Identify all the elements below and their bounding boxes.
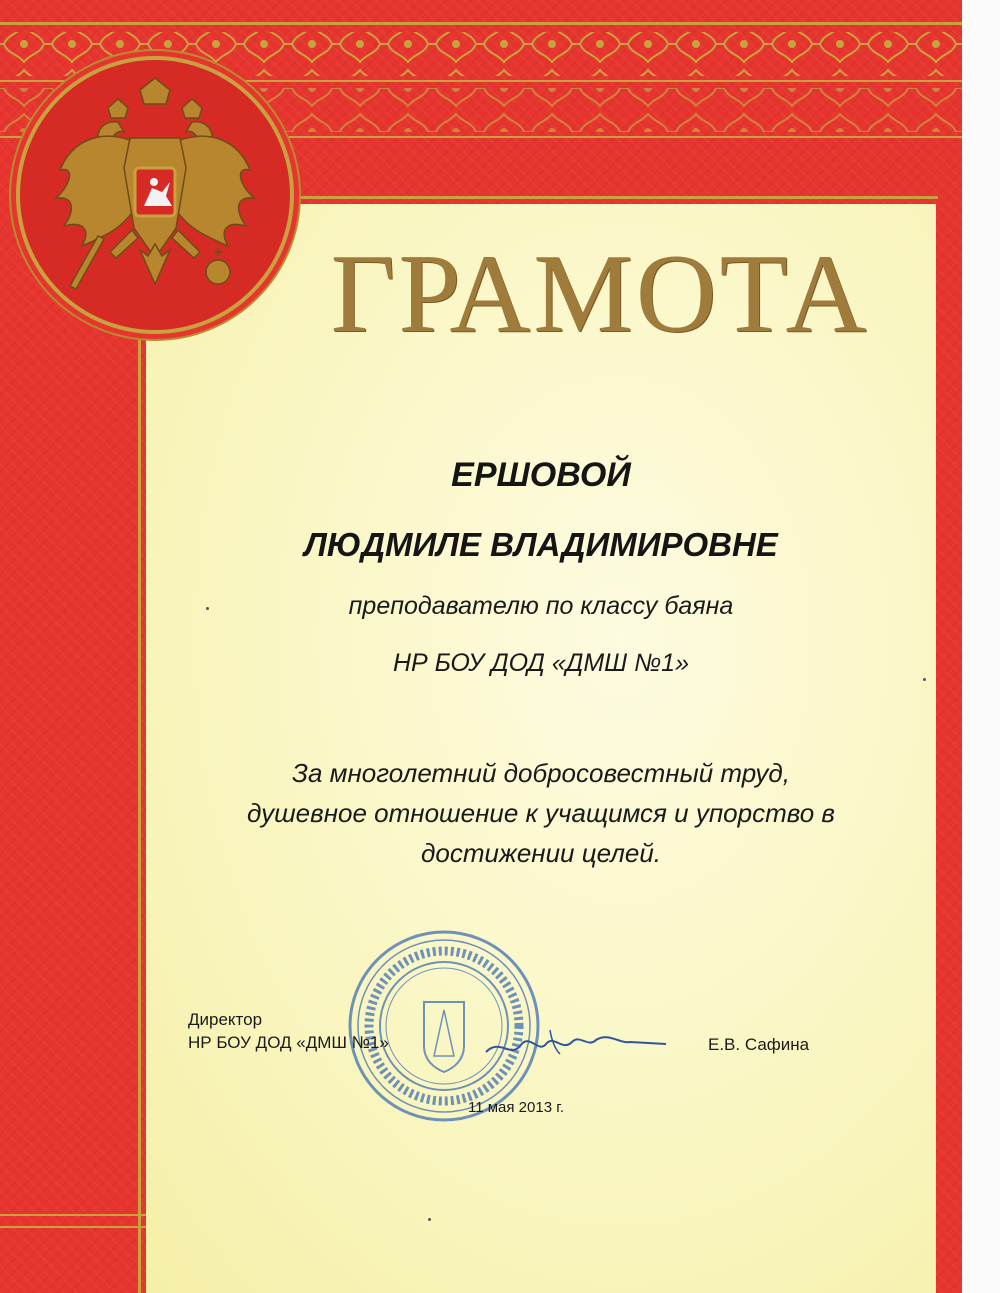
emblem-disc [20,60,290,330]
issue-date: 11 мая 2013 г. [468,1099,565,1116]
recipient-surname: ЕРШОВОЙ [451,456,631,494]
scan-speck [428,1218,431,1221]
recipient-organization: НР БОУ ДОД «ДМШ №1» [392,649,689,677]
recipient-given-names: ЛЮДМИЛЕ ВЛАДИМИРОВНЕ [304,526,778,563]
document-title: ГРАМОТА [330,232,870,356]
reason-line: достижении целей. [420,838,662,868]
reason-line: За многолетний добросовестный труд, [292,758,790,788]
recipient-position: преподавателю по классу баяна [348,592,734,620]
text-panel [146,204,936,1293]
double-headed-eagle-icon [20,60,290,330]
scan-speck [923,678,926,681]
signatory-name: Е.В. Сафина [708,1035,810,1054]
scan-margin [962,0,1000,1293]
signatory-role: Директор [188,1010,263,1029]
signatory-organization: НР БОУ ДОД «ДМШ №1» [188,1033,389,1052]
scan-speck [206,607,209,610]
bottom-gold-lines [0,1214,146,1228]
reason-line: душевное отношение к учащимся и упорство в [247,798,835,828]
handwritten-signature [480,1018,670,1068]
